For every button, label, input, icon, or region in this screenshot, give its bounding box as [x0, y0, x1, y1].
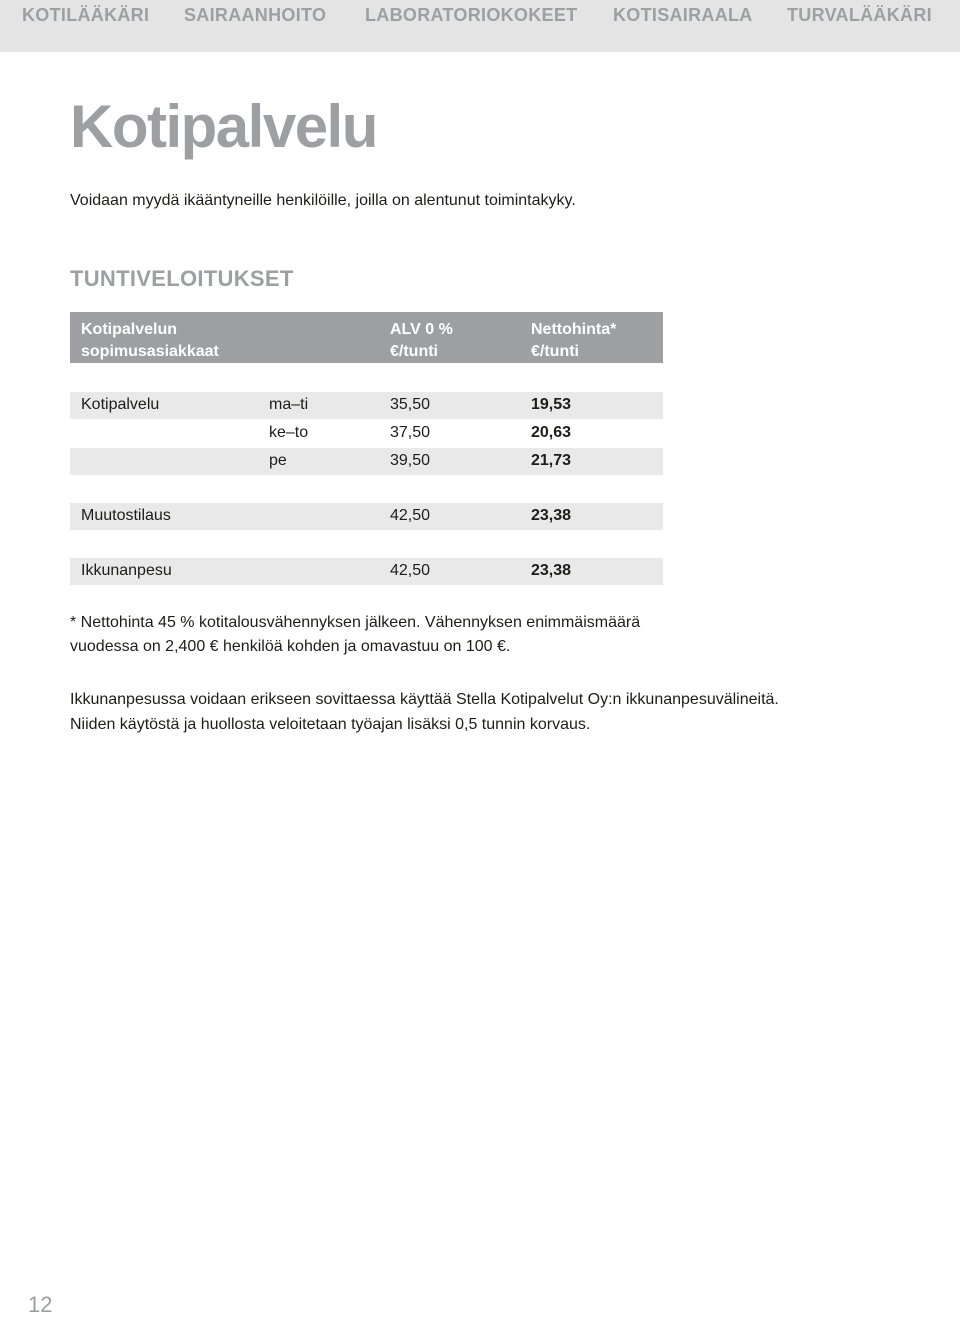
- page-number: 12: [28, 1292, 53, 1317]
- row-days: pe: [269, 452, 287, 469]
- row-service: Kotipalvelu: [81, 396, 160, 413]
- window-note-line-2: Niiden käytöstä ja huollosta veloitetaan työajan lisäksi 0,5 tunnin korvaus.: [70, 716, 591, 733]
- table-row: [70, 392, 663, 419]
- nav-item-kotisairaala[interactable]: KOTISAIRAALA: [613, 5, 753, 25]
- row-service: Muutostilaus: [81, 507, 171, 524]
- table-row: [70, 420, 663, 447]
- header-alv0: ALV 0 % €/tunti: [390, 321, 453, 360]
- row-alv0: 42,50: [390, 507, 431, 524]
- row-service: Ikkunanpesu: [81, 562, 172, 579]
- top-navigation: [0, 0, 960, 52]
- row-net: 20,63: [531, 424, 572, 441]
- window-note-line-1: Ikkunanpesussa voidaan erikseen sovittaessa käyttää Stella Kotipalvelut Oy:n ikkunanpesuvälineitä.: [70, 691, 779, 708]
- row-days: ke–to: [269, 424, 309, 441]
- row-alv0: 42,50: [390, 562, 431, 579]
- row-alv0: 39,50: [390, 452, 431, 469]
- table-row: [70, 448, 663, 475]
- table-header: [70, 312, 663, 363]
- row-alv0: 37,50: [390, 424, 431, 441]
- row-net: 19,53: [531, 396, 572, 413]
- section-title: TUNTIVELOITUKSET: [70, 266, 294, 291]
- nav-item-laboratoriokokeet[interactable]: LABORATORIOKOKEET: [365, 5, 578, 25]
- table-row: [70, 558, 663, 585]
- intro-text: Voidaan myydä ikääntyneille henkilöille, joilla on alentunut toimintakyky.: [70, 192, 576, 209]
- row-net: 21,73: [531, 452, 572, 469]
- nav-item-kotilaakari[interactable]: KOTILÄÄKÄRI: [22, 5, 150, 25]
- row-net: 23,38: [531, 562, 572, 579]
- nav-item-sairaanhoito[interactable]: SAIRAANHOITO: [184, 5, 327, 25]
- row-alv0: 35,50: [390, 396, 431, 413]
- header-net-price: Nettohinta* €/tunti: [531, 321, 617, 360]
- header-service: Kotipalvelun sopimusasiakkaat: [81, 321, 219, 360]
- page-title: Kotipalvelu: [70, 93, 377, 160]
- table-row: [70, 503, 663, 530]
- footnote-line-2: vuodessa on 2,400 € henkilöä kohden ja omavastuu on 100 €.: [70, 638, 511, 655]
- nav-item-turvalaakari[interactable]: TURVALÄÄKÄRI: [787, 5, 932, 25]
- row-days: ma–ti: [269, 396, 309, 413]
- footnote-line-1: * Nettohinta 45 % kotitalousvähennyksen jälkeen. Vähennyksen enimmäismäärä: [70, 614, 641, 631]
- row-net: 23,38: [531, 507, 572, 524]
